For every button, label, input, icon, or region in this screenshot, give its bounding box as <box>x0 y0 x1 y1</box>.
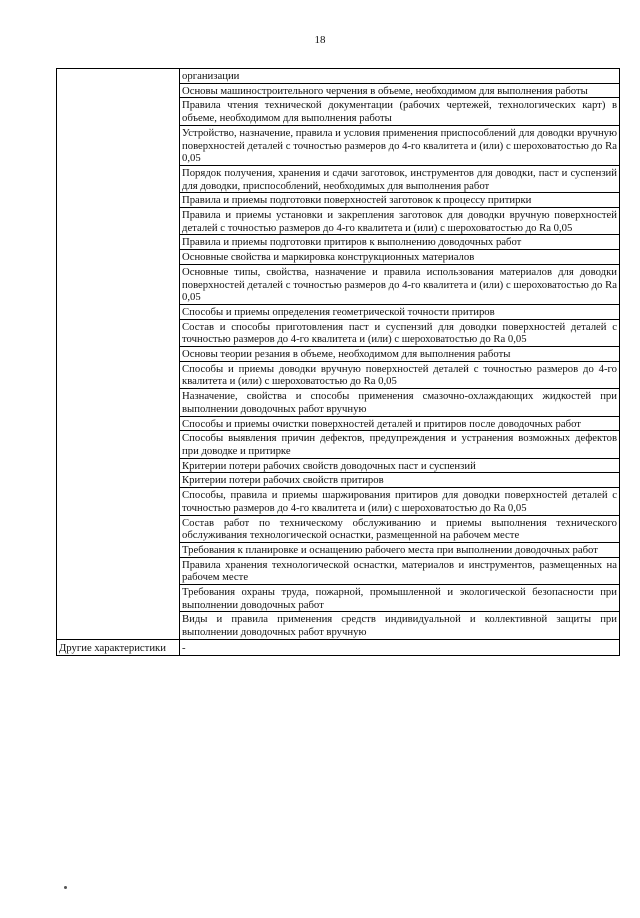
knowledge-item: Критерии потери рабочих свойств притиров <box>180 473 620 488</box>
other-characteristics-label: Другие характеристики <box>57 639 180 655</box>
knowledge-item: Правила и приемы подготовки поверхностей заготовок к процессу притирки <box>180 193 620 208</box>
other-characteristics-value: - <box>180 639 620 655</box>
knowledge-item: Основные типы, свойства, назначение и правила использования материалов для доводки поверхностей деталей с точностью размеров до 4-го квалитета и (или) с шероховатостью до Ra 0,05 <box>180 264 620 304</box>
knowledge-item: Виды и правила применения средств индивидуальной и коллективной защиты при выполнении доводочных работ вручную <box>180 612 620 639</box>
knowledge-item: Требования к планировке и оснащению рабочего места при выполнении доводочных работ <box>180 542 620 557</box>
knowledge-item: Способы и приемы определения геометрической точности притиров <box>180 304 620 319</box>
knowledge-item: Состав и способы приготовления паст и суспензий для доводки поверхностей деталей с точностью размеров до 4-го квалитета и (или) с шероховатостью до Ra 0,05 <box>180 319 620 346</box>
knowledge-item: Устройство, назначение, правила и условия применения приспособлений для доводки вручную поверхностей деталей с точностью размеров до 4-го квалитета и (или) с шероховатостью до Ra 0,05 <box>180 125 620 165</box>
knowledge-item: Состав работ по техническому обслуживанию и приемы выполнения технического обслуживания технологической оснастки, размещенной на рабочем месте <box>180 515 620 542</box>
knowledge-item: Правила и приемы установки и закрепления заготовок для доводки вручную поверхностей деталей с точностью размеров до 4-го квалитета и (или) с шероховатостью до Ra 0,05 <box>180 208 620 235</box>
knowledge-item: Способы и приемы очистки поверхностей деталей и притиров после доводочных работ <box>180 416 620 431</box>
knowledge-item: Основные свойства и маркировка конструкционных материалов <box>180 250 620 265</box>
page-number: 18 <box>314 34 326 46</box>
knowledge-item: Основы теории резания в объеме, необходимом для выполнения работы <box>180 347 620 362</box>
other-characteristics-row <box>57 639 620 655</box>
knowledge-item: Требования охраны труда, пожарной, промышленной и экологической безопасности при выполнении доводочных работ <box>180 585 620 612</box>
merged-label-cell <box>57 69 180 640</box>
scan-speck <box>64 886 67 889</box>
knowledge-item: Правила чтения технической документации (рабочих чертежей, технологических карт) в объеме, необходимом для выполнения работы <box>180 98 620 125</box>
knowledge-item: Порядок получения, хранения и сдачи заготовок, инструментов для доводки, паст и суспензий для доводки, приспособлений, необходимых для выполнения работ <box>180 165 620 192</box>
knowledge-item: Правила хранения технологической оснастки, материалов и инструментов, размещенных на рабочем месте <box>180 557 620 584</box>
knowledge-item: Основы машиностроительного черчения в объеме, необходимом для выполнения работы <box>180 83 620 98</box>
knowledge-row <box>57 69 620 84</box>
knowledge-item: организации <box>180 69 620 84</box>
requirements-table <box>56 68 620 656</box>
knowledge-item: Критерии потери рабочих свойств доводочных паст и суспензий <box>180 458 620 473</box>
table-body <box>57 69 620 656</box>
knowledge-item: Способы, правила и приемы шаржирования притиров для доводки поверхностей деталей с точностью размеров до 4-го квалитета и (или) с шероховатостью до Ra 0,05 <box>180 488 620 515</box>
knowledge-item: Способы выявления причин дефектов, предупреждения и устранения возможных дефектов при доводке и притирке <box>180 431 620 458</box>
knowledge-item: Правила и приемы подготовки притиров к выполнению доводочных работ <box>180 235 620 250</box>
knowledge-item: Назначение, свойства и способы применения смазочно-охлаждающих жидкостей при выполнении доводочных работ вручную <box>180 389 620 416</box>
knowledge-item: Способы и приемы доводки вручную поверхностей деталей с точностью размеров до 4-го квалитета и (или) с шероховатостью до Ra 0,05 <box>180 361 620 388</box>
